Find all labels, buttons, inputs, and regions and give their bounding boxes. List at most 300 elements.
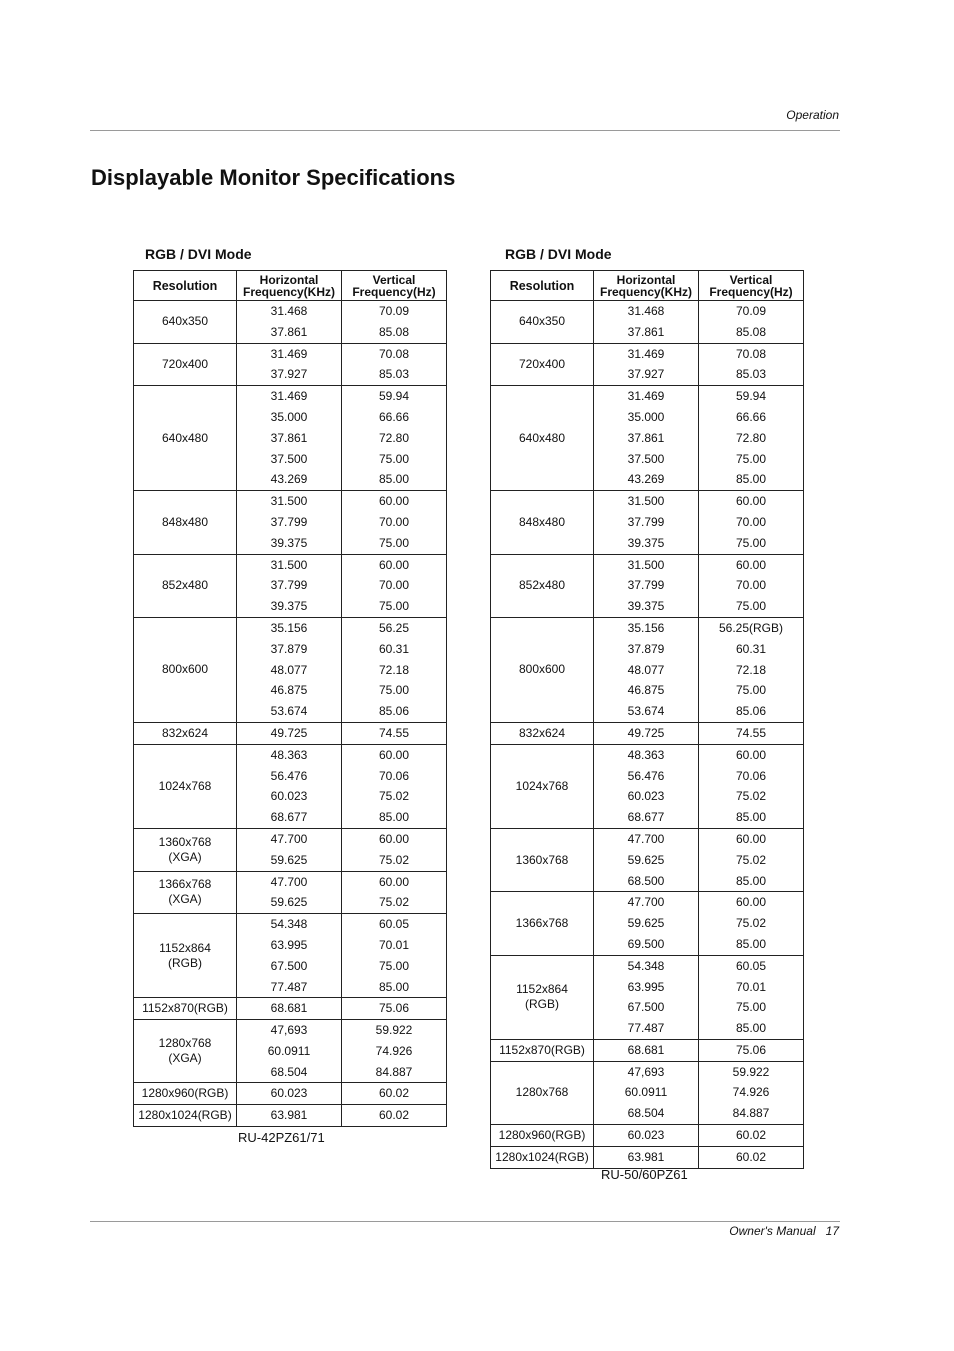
table-row: [134, 1020, 447, 1083]
horizontal-frequency-value: 54.348: [270, 917, 308, 932]
horizontal-frequency-value: 60.023: [270, 789, 308, 804]
table-row: [134, 722, 447, 744]
table-row: [491, 955, 804, 1039]
resolution-cell: [491, 722, 594, 744]
resolution-label: 1360x768: [158, 834, 212, 849]
vertical-frequency-cell: [342, 722, 447, 744]
vertical-frequency-value: 70.08: [735, 346, 767, 361]
vertical-frequency-value: 70.00: [378, 514, 410, 529]
horizontal-frequency-value: 49.725: [270, 725, 308, 740]
vertical-frequency-value: 85.08: [735, 324, 767, 339]
vertical-frequency-cell: [342, 998, 447, 1020]
horizontal-frequency-value: 48.363: [627, 747, 665, 762]
vertical-frequency-value: 60.00: [735, 747, 767, 762]
horizontal-frequency-cell: [594, 1125, 699, 1147]
horizontal-frequency-value: 67.500: [270, 958, 308, 973]
vertical-frequency-value: 85.00: [735, 873, 767, 888]
vertical-frequency-value: 70.09: [735, 304, 767, 318]
horizontal-frequency-value: 69.500: [627, 936, 665, 951]
table-row: [134, 491, 447, 554]
vertical-frequency-value: 56.25: [378, 620, 410, 635]
horizontal-frequency-value: 35.156: [627, 620, 665, 635]
vertical-frequency-value: 75.02: [378, 895, 410, 910]
vertical-frequency-cell: [699, 617, 804, 722]
resolution-label: 1366x768: [515, 916, 569, 930]
horizontal-frequency-value: 35.000: [627, 409, 665, 424]
section-label: Operation: [786, 108, 839, 122]
horizontal-frequency-value: 68.681: [627, 1042, 665, 1057]
resolution-cell: [491, 1146, 594, 1168]
horizontal-frequency-cell: [237, 914, 342, 998]
resolution-label: 852x480: [518, 578, 566, 593]
horizontal-frequency-value: 31.500: [270, 557, 308, 572]
horizontal-frequency-cell: [594, 1061, 699, 1124]
horizontal-frequency-value: 47.700: [270, 874, 308, 889]
horizontal-frequency-value: 46.875: [270, 683, 308, 698]
horizontal-frequency-cell: [594, 554, 699, 617]
vertical-frequency-value: 72.18: [378, 662, 410, 677]
resolution-cell: [491, 386, 594, 491]
horizontal-frequency-cell: [237, 343, 342, 386]
resolution-label: 640x480: [161, 430, 209, 445]
resolution-label: (XGA): [168, 849, 202, 864]
vertical-frequency-value: 85.00: [735, 936, 767, 951]
horizontal-frequency-value: 59.625: [627, 916, 665, 931]
table-row: [491, 343, 804, 386]
horizontal-frequency-value: 59.625: [627, 852, 665, 867]
vertical-frequency-value: 72.80: [735, 430, 767, 445]
spec-block-left: [133, 246, 447, 1127]
vertical-frequency-value: 56.25(RGB): [718, 620, 784, 635]
horizontal-frequency-value: 67.500: [627, 1000, 665, 1015]
horizontal-frequency-value: 63.995: [627, 979, 665, 994]
table-row: [491, 892, 804, 955]
col-header-horizontal: Horizontal Frequency(KHz): [594, 271, 699, 301]
horizontal-frequency-value: 39.375: [270, 599, 308, 614]
spec-table-right: [490, 270, 804, 1169]
horizontal-frequency-value: 68.504: [270, 1064, 308, 1079]
horizontal-frequency-cell: [594, 343, 699, 386]
vertical-frequency-value: 60.00: [735, 494, 767, 509]
resolution-label: 1152x864: [159, 940, 211, 955]
vertical-frequency-value: 75.06: [735, 1042, 767, 1057]
resolution-label: 1024x768: [158, 778, 212, 793]
resolution-label: 1280x1024(RGB): [495, 1149, 589, 1164]
footer-text: Owner's Manual: [729, 1224, 816, 1238]
horizontal-frequency-value: 37.861: [627, 324, 665, 339]
table-row: [491, 1061, 804, 1124]
vertical-frequency-value: 85.06: [378, 704, 410, 719]
horizontal-frequency-cell: [594, 617, 699, 722]
vertical-frequency-value: 60.02: [735, 1128, 767, 1143]
resolution-label: 1024x768: [515, 778, 569, 793]
vertical-frequency-cell: [699, 1039, 804, 1061]
vertical-frequency-value: 59.94: [735, 389, 767, 404]
vertical-frequency-value: 70.06: [735, 768, 767, 783]
resolution-label: 800x600: [161, 662, 209, 677]
resolution-label: 832x624: [161, 725, 209, 740]
resolution-cell: [134, 386, 237, 491]
horizontal-frequency-value: 47.700: [627, 895, 665, 910]
horizontal-frequency-cell: [594, 491, 699, 554]
horizontal-frequency-value: 37.799: [627, 514, 665, 529]
vertical-frequency-value: 60.02: [378, 1108, 410, 1123]
col-header-vertical: Vertical Frequency(Hz): [699, 271, 804, 301]
vertical-frequency-value: 75.02: [378, 789, 410, 804]
vertical-frequency-value: 60.00: [378, 747, 410, 762]
vertical-frequency-value: 75.02: [735, 916, 767, 931]
vertical-frequency-cell: [699, 955, 804, 1039]
resolution-cell: [134, 1083, 237, 1105]
horizontal-frequency-value: 56.476: [270, 768, 308, 783]
vertical-frequency-value: 70.00: [378, 578, 410, 593]
resolution-cell: [491, 1061, 594, 1124]
table-row: [134, 828, 447, 871]
vertical-frequency-value: 60.05: [378, 917, 410, 932]
horizontal-frequency-value: 31.469: [270, 346, 308, 361]
resolution-label: 852x480: [161, 578, 209, 593]
horizontal-frequency-value: 31.469: [270, 389, 308, 404]
vertical-frequency-value: 59.922: [732, 1064, 770, 1079]
resolution-label: 1152x864: [516, 982, 568, 997]
vertical-frequency-value: 60.05: [735, 958, 767, 973]
vertical-frequency-cell: [342, 828, 447, 871]
horizontal-frequency-value: 37.799: [270, 578, 308, 593]
model-label-right: RU-50/60PZ61: [601, 1167, 688, 1182]
horizontal-frequency-value: 35.156: [270, 620, 308, 635]
vertical-frequency-value: 85.08: [378, 324, 410, 339]
col-header-vertical: Vertical Frequency(Hz): [342, 271, 447, 301]
horizontal-frequency-cell: [237, 617, 342, 722]
vertical-frequency-value: 74.55: [378, 725, 410, 740]
horizontal-frequency-cell: [237, 1020, 342, 1083]
horizontal-frequency-value: 60.023: [270, 1086, 308, 1101]
resolution-cell: [134, 301, 237, 344]
vertical-frequency-value: 66.66: [735, 409, 767, 424]
resolution-cell: [491, 617, 594, 722]
horizontal-frequency-cell: [594, 1146, 699, 1168]
table-row: [491, 301, 804, 344]
horizontal-frequency-value: 63.995: [270, 937, 308, 952]
page-footer: [729, 1224, 839, 1238]
table-row: [491, 554, 804, 617]
vertical-frequency-value: 85.00: [735, 472, 767, 487]
vertical-frequency-value: 75.00: [378, 535, 410, 550]
col-header-resolution: Resolution: [134, 271, 237, 301]
vertical-frequency-value: 70.08: [378, 346, 410, 361]
resolution-label: 1152x870(RGB): [142, 1001, 228, 1016]
horizontal-frequency-value: 60.023: [627, 789, 665, 804]
vertical-frequency-value: 85.00: [378, 810, 410, 825]
page-number: 17: [825, 1224, 839, 1238]
vertical-frequency-value: 70.00: [735, 578, 767, 593]
horizontal-frequency-cell: [237, 301, 342, 344]
horizontal-frequency-value: 68.677: [627, 810, 665, 825]
resolution-label: 800x600: [518, 662, 566, 677]
resolution-label: 848x480: [161, 514, 209, 529]
vertical-frequency-cell: [699, 1146, 804, 1168]
resolution-cell: [491, 554, 594, 617]
vertical-frequency-cell: [342, 617, 447, 722]
vertical-frequency-cell: [699, 386, 804, 491]
table-row: [134, 914, 447, 998]
resolution-label: (RGB): [168, 955, 202, 970]
vertical-frequency-value: 74.55: [735, 725, 767, 740]
vertical-frequency-value: 70.00: [735, 514, 767, 529]
table-row: [134, 1083, 447, 1105]
table-row: [134, 301, 447, 344]
vertical-frequency-value: 59.94: [378, 389, 410, 404]
vertical-frequency-value: 75.00: [735, 683, 767, 698]
resolution-cell: [491, 955, 594, 1039]
vertical-frequency-value: 60.00: [378, 831, 410, 846]
vertical-frequency-value: 70.01: [378, 937, 410, 952]
horizontal-frequency-value: 37.861: [270, 324, 308, 339]
vertical-frequency-value: 75.02: [735, 789, 767, 804]
horizontal-frequency-value: 39.375: [270, 535, 308, 550]
vertical-frequency-value: 72.80: [378, 430, 410, 445]
horizontal-frequency-value: 37.799: [270, 514, 308, 529]
table-row: [134, 386, 447, 491]
horizontal-frequency-value: 31.469: [627, 346, 665, 361]
vertical-frequency-cell: [342, 301, 447, 344]
horizontal-frequency-value: 54.348: [627, 958, 665, 973]
horizontal-frequency-value: 77.487: [627, 1021, 665, 1036]
horizontal-frequency-value: 60.023: [627, 1128, 665, 1143]
resolution-label: 720x400: [518, 356, 566, 371]
resolution-label: 1280x768: [515, 1085, 569, 1100]
table-row: [491, 1039, 804, 1061]
vertical-frequency-value: 60.00: [735, 557, 767, 572]
vertical-frequency-value: 70.09: [378, 304, 410, 318]
table-heading: RGB / DVI Mode: [505, 246, 612, 262]
horizontal-frequency-cell: [237, 828, 342, 871]
horizontal-frequency-cell: [237, 722, 342, 744]
horizontal-frequency-cell: [237, 1105, 342, 1127]
horizontal-frequency-value: 77.487: [270, 979, 308, 994]
vertical-frequency-value: 75.00: [378, 451, 410, 466]
table-row: [491, 491, 804, 554]
horizontal-frequency-value: 68.500: [627, 873, 665, 888]
vertical-frequency-value: 85.00: [735, 1021, 767, 1036]
vertical-frequency-value: 60.00: [735, 895, 767, 910]
horizontal-frequency-value: 43.269: [627, 472, 665, 487]
vertical-frequency-value: 72.18: [735, 662, 767, 677]
resolution-cell: [134, 617, 237, 722]
vertical-frequency-value: 85.00: [735, 810, 767, 825]
horizontal-frequency-value: 49.725: [627, 725, 665, 740]
resolution-cell: [491, 892, 594, 955]
vertical-frequency-value: 75.00: [735, 535, 767, 550]
vertical-frequency-value: 75.00: [735, 451, 767, 466]
vertical-frequency-value: 75.00: [378, 599, 410, 614]
horizontal-frequency-value: 39.375: [627, 535, 665, 550]
horizontal-frequency-value: 37.861: [627, 430, 665, 445]
vertical-frequency-value: 85.03: [378, 367, 410, 382]
vertical-frequency-cell: [699, 892, 804, 955]
vertical-frequency-value: 85.00: [378, 472, 410, 487]
horizontal-frequency-cell: [237, 871, 342, 914]
horizontal-frequency-cell: [237, 1083, 342, 1105]
vertical-frequency-value: 60.31: [378, 641, 410, 656]
vertical-frequency-value: 85.00: [378, 979, 410, 994]
model-label-left: RU-42PZ61/71: [238, 1130, 325, 1145]
horizontal-frequency-value: 63.981: [627, 1149, 665, 1164]
vertical-frequency-value: 84.887: [375, 1064, 413, 1079]
table-row: [491, 744, 804, 828]
horizontal-frequency-value: 37.879: [270, 641, 308, 656]
horizontal-frequency-cell: [237, 491, 342, 554]
vertical-frequency-value: 85.03: [735, 367, 767, 382]
horizontal-frequency-value: 53.674: [270, 704, 308, 719]
resolution-cell: [134, 828, 237, 871]
horizontal-frequency-value: 68.677: [270, 810, 308, 825]
vertical-frequency-cell: [342, 386, 447, 491]
vertical-frequency-value: 70.01: [735, 979, 767, 994]
resolution-label: 1152x870(RGB): [499, 1042, 585, 1057]
resolution-cell: [134, 914, 237, 998]
horizontal-frequency-cell: [237, 554, 342, 617]
col-header-resolution: Resolution: [491, 271, 594, 301]
horizontal-frequency-cell: [594, 744, 699, 828]
horizontal-frequency-cell: [594, 386, 699, 491]
table-row: [491, 828, 804, 891]
horizontal-frequency-value: 31.500: [627, 494, 665, 509]
resolution-cell: [134, 554, 237, 617]
horizontal-frequency-value: 47,693: [627, 1064, 665, 1079]
vertical-frequency-value: 85.06: [735, 704, 767, 719]
horizontal-frequency-value: 37.861: [270, 430, 308, 445]
resolution-label: 720x400: [161, 356, 209, 371]
vertical-frequency-cell: [699, 744, 804, 828]
table-row: [134, 871, 447, 914]
resolution-cell: [491, 343, 594, 386]
resolution-cell: [491, 1125, 594, 1147]
table-row: [134, 1105, 447, 1127]
vertical-frequency-value: 75.00: [735, 1000, 767, 1015]
vertical-frequency-value: 74.926: [732, 1085, 770, 1100]
resolution-label: 640x480: [518, 430, 566, 445]
horizontal-frequency-value: 68.681: [270, 1001, 308, 1016]
vertical-frequency-value: 70.06: [378, 768, 410, 783]
vertical-frequency-cell: [699, 722, 804, 744]
horizontal-frequency-value: 31.500: [270, 494, 308, 509]
horizontal-frequency-value: 31.468: [627, 304, 665, 318]
table-row: [134, 617, 447, 722]
horizontal-frequency-cell: [594, 828, 699, 891]
resolution-cell: [134, 722, 237, 744]
horizontal-frequency-value: 47.700: [270, 831, 308, 846]
resolution-cell: [134, 1105, 237, 1127]
vertical-frequency-cell: [699, 828, 804, 891]
horizontal-frequency-value: 47.700: [627, 831, 665, 846]
table-row: [134, 554, 447, 617]
vertical-frequency-value: 60.02: [735, 1149, 767, 1164]
horizontal-frequency-value: 31.468: [270, 304, 308, 318]
horizontal-frequency-value: 37.799: [627, 578, 665, 593]
resolution-label: 1360x768: [515, 852, 569, 867]
col-header-horizontal: Horizontal Frequency(KHz): [237, 271, 342, 301]
horizontal-frequency-value: 37.927: [270, 367, 308, 382]
table-heading: RGB / DVI Mode: [145, 246, 252, 262]
vertical-frequency-value: 60.02: [378, 1086, 410, 1101]
vertical-frequency-cell: [342, 1020, 447, 1083]
table-row: [491, 1146, 804, 1168]
resolution-cell: [134, 491, 237, 554]
resolution-cell: [491, 301, 594, 344]
horizontal-frequency-value: 48.077: [270, 662, 308, 677]
resolution-label: (XGA): [168, 1051, 202, 1066]
horizontal-frequency-value: 68.504: [627, 1106, 665, 1121]
horizontal-frequency-value: 35.000: [270, 409, 308, 424]
horizontal-frequency-cell: [594, 1039, 699, 1061]
vertical-frequency-value: 84.887: [732, 1106, 770, 1121]
vertical-frequency-cell: [699, 343, 804, 386]
horizontal-frequency-value: 39.375: [627, 599, 665, 614]
horizontal-frequency-cell: [237, 744, 342, 828]
horizontal-frequency-value: 46.875: [627, 683, 665, 698]
horizontal-frequency-cell: [594, 301, 699, 344]
table-row: [134, 744, 447, 828]
vertical-frequency-cell: [342, 914, 447, 998]
vertical-frequency-value: 60.00: [378, 557, 410, 572]
vertical-frequency-cell: [342, 491, 447, 554]
page-title: Displayable Monitor Specifications: [91, 165, 456, 190]
vertical-frequency-value: 60.31: [735, 641, 767, 656]
table-row: [491, 617, 804, 722]
resolution-label: 832x624: [518, 725, 566, 740]
resolution-cell: [491, 828, 594, 891]
horizontal-frequency-value: 48.363: [270, 747, 308, 762]
horizontal-frequency-value: 37.927: [627, 367, 665, 382]
resolution-label: (RGB): [525, 997, 559, 1012]
vertical-frequency-cell: [342, 871, 447, 914]
footer-rule: [90, 1221, 840, 1222]
table-row: [134, 998, 447, 1020]
resolution-cell: [134, 871, 237, 914]
spec-table-left: [133, 270, 447, 1127]
vertical-frequency-value: 75.00: [378, 958, 410, 973]
horizontal-frequency-cell: [237, 386, 342, 491]
horizontal-frequency-value: 53.674: [627, 704, 665, 719]
horizontal-frequency-value: 56.476: [627, 768, 665, 783]
resolution-cell: [134, 1020, 237, 1083]
vertical-frequency-cell: [699, 301, 804, 344]
resolution-label: 1280x768: [158, 1036, 212, 1051]
horizontal-frequency-cell: [237, 998, 342, 1020]
vertical-frequency-cell: [342, 1105, 447, 1127]
vertical-frequency-value: 74.926: [375, 1043, 413, 1058]
vertical-frequency-value: 66.66: [378, 409, 410, 424]
horizontal-frequency-value: 31.469: [627, 389, 665, 404]
resolution-cell: [134, 744, 237, 828]
horizontal-frequency-value: 60.0911: [267, 1043, 311, 1058]
horizontal-frequency-value: 63.981: [270, 1108, 308, 1123]
vertical-frequency-cell: [342, 744, 447, 828]
resolution-label: 1280x960(RGB): [498, 1127, 586, 1142]
horizontal-frequency-value: 31.500: [627, 557, 665, 572]
vertical-frequency-value: 75.02: [378, 852, 410, 867]
table-row: [491, 1125, 804, 1147]
resolution-label: 640x350: [161, 314, 209, 329]
horizontal-frequency-value: 37.879: [627, 641, 665, 656]
horizontal-frequency-value: 59.625: [270, 852, 308, 867]
horizontal-frequency-value: 37.500: [627, 451, 665, 466]
vertical-frequency-value: 59.922: [375, 1023, 413, 1038]
resolution-cell: [134, 343, 237, 386]
vertical-frequency-cell: [699, 491, 804, 554]
vertical-frequency-cell: [699, 554, 804, 617]
